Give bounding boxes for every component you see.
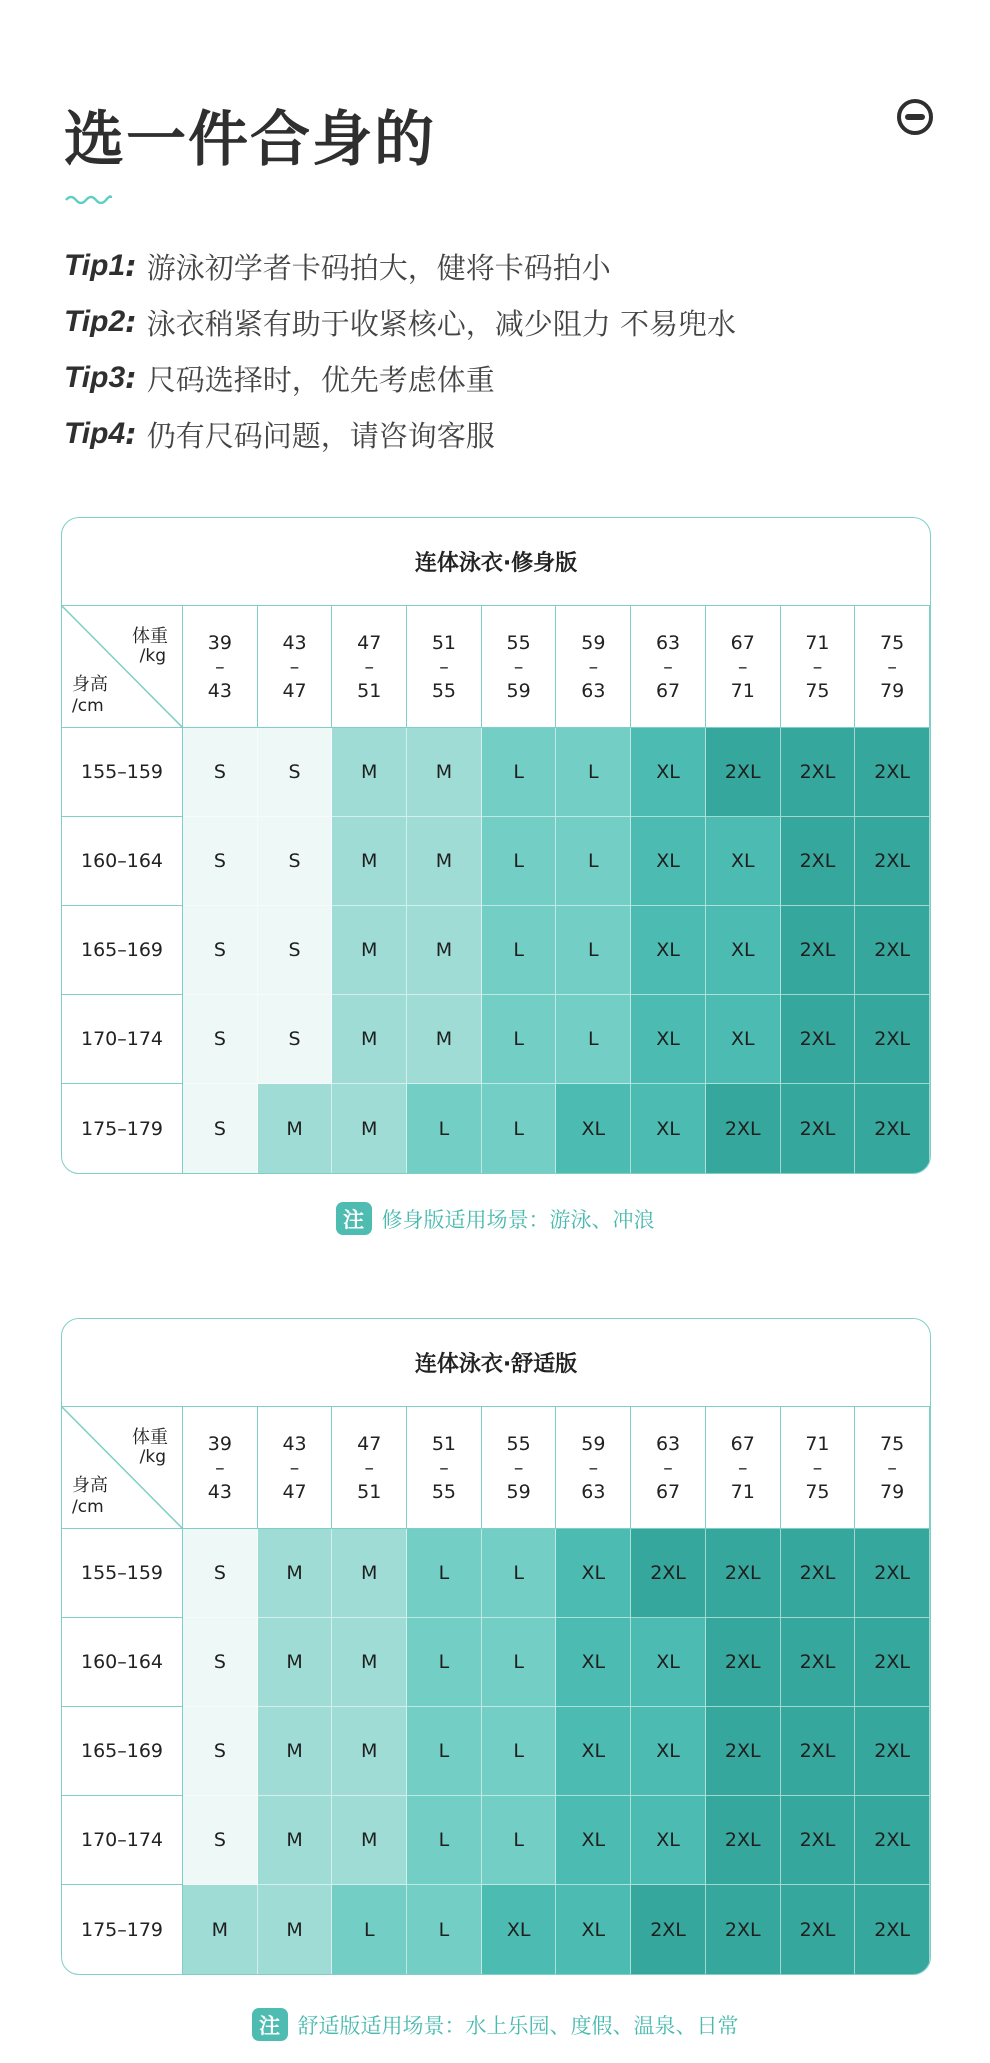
size-cell: S: [183, 728, 258, 817]
weight-range-header: [631, 1407, 706, 1529]
weight-dash: –: [663, 655, 673, 678]
weight-range-header: [407, 1407, 482, 1529]
weight-to: 51: [357, 679, 382, 702]
weight-dash: –: [215, 1456, 225, 1479]
note-comfort: [0, 2008, 990, 2041]
size-cell: L: [482, 906, 557, 995]
weight-range-header: [706, 606, 781, 728]
weight-range-header: [706, 1407, 781, 1529]
size-cell: 2XL: [781, 1707, 856, 1796]
size-cell: S: [183, 1796, 258, 1885]
size-cell: L: [556, 995, 631, 1084]
size-cell: XL: [706, 817, 781, 906]
weight-dash: –: [737, 655, 748, 678]
weight-dash: –: [887, 1456, 897, 1479]
table-title: 连体泳衣·修身版: [62, 518, 930, 606]
size-cell: 2XL: [781, 1796, 856, 1885]
weight-from: 63: [655, 631, 681, 654]
size-cell: M: [332, 1084, 407, 1173]
weight-label: 体重: [132, 626, 168, 647]
tip-text: 游泳初学者卡码拍大，健将卡码拍小: [146, 250, 611, 285]
size-cell: S: [183, 1618, 258, 1707]
weight-range-header: [183, 1407, 258, 1529]
weight-to: 75: [805, 679, 830, 702]
size-cell: S: [258, 728, 333, 817]
weight-to: 63: [581, 679, 606, 702]
weight-from: 59: [581, 1432, 606, 1455]
size-cell: L: [482, 1707, 557, 1796]
weight-range-header: [332, 1407, 407, 1529]
note-text: 舒适版适用场景：水上乐园、度假、温泉、日常: [297, 2013, 739, 2038]
size-cell: S: [183, 1707, 258, 1796]
size-cell: L: [407, 1618, 482, 1707]
weight-range-header: [332, 606, 407, 728]
weight-dash: –: [439, 1456, 449, 1479]
size-cell: 2XL: [781, 728, 856, 817]
tip-item: [64, 350, 736, 406]
tip-colon: :: [125, 417, 137, 451]
tip-colon: :: [125, 361, 137, 395]
height-range-cell: 165–169: [62, 906, 183, 995]
size-cell: S: [183, 995, 258, 1084]
height-range-cell: 170–174: [62, 1796, 183, 1885]
size-cell: L: [556, 728, 631, 817]
size-cell: L: [407, 1084, 482, 1173]
size-cell: XL: [706, 906, 781, 995]
size-cell: M: [332, 1529, 407, 1618]
size-cell: XL: [556, 1885, 631, 1974]
weight-dash: –: [588, 1456, 599, 1479]
height-range-cell: 175–179: [62, 1885, 183, 1974]
tip-tag: Tip2: [64, 305, 126, 338]
weight-dash: –: [812, 1456, 823, 1479]
size-cell: M: [258, 1707, 333, 1796]
size-cell: XL: [556, 1707, 631, 1796]
weight-from: 47: [357, 631, 382, 654]
weight-dash: –: [663, 1456, 673, 1479]
height-label: 身高: [72, 1475, 108, 1496]
weight-range-header: [258, 1407, 333, 1529]
weight-to: 47: [282, 1480, 307, 1503]
weight-dash: –: [513, 1456, 524, 1479]
size-cell: L: [407, 1707, 482, 1796]
size-cell: M: [258, 1796, 333, 1885]
size-cell: L: [482, 1084, 557, 1173]
size-table-comfort: [61, 1318, 931, 1975]
weight-range-header: [781, 606, 856, 728]
weight-range-header: [183, 606, 258, 728]
size-cell: 2XL: [706, 1618, 781, 1707]
size-cell: M: [332, 1618, 407, 1707]
size-cell: S: [258, 817, 333, 906]
weight-to: 71: [730, 1480, 755, 1503]
size-cell: 2XL: [855, 1529, 930, 1618]
weight-dash: –: [737, 1456, 748, 1479]
weight-from: 67: [730, 1432, 755, 1455]
weight-from: 67: [730, 631, 755, 654]
size-cell: S: [183, 906, 258, 995]
size-cell: 2XL: [781, 817, 856, 906]
weight-to: 59: [506, 1480, 531, 1503]
size-cell: 2XL: [855, 1796, 930, 1885]
size-table-slim: [61, 517, 931, 1174]
weight-label: 体重: [132, 1427, 168, 1448]
tip-text: 泳衣稍紧有助于收紧核心，减少阻力 不易兜水: [146, 306, 736, 341]
weight-dash: –: [364, 1456, 374, 1479]
note-badge: 注: [252, 2008, 288, 2041]
size-cell: XL: [706, 995, 781, 1084]
tip-item: [64, 406, 736, 462]
weight-to: 43: [207, 679, 232, 702]
weight-range-header: [781, 1407, 856, 1529]
weight-dash: –: [439, 655, 449, 678]
size-cell: M: [258, 1529, 333, 1618]
weight-range-header: [482, 1407, 557, 1529]
size-cell: 2XL: [631, 1885, 706, 1974]
weight-dash: –: [588, 655, 599, 678]
size-cell: XL: [482, 1885, 557, 1974]
size-cell: XL: [631, 1618, 706, 1707]
weight-dash: –: [215, 655, 225, 678]
weight-from: 43: [282, 1432, 307, 1455]
weight-to: 79: [880, 679, 905, 702]
weight-to: 67: [655, 1480, 681, 1503]
corner-header: [62, 606, 183, 728]
tip-colon: :: [125, 305, 137, 339]
weight-dash: –: [513, 655, 524, 678]
weight-to: 47: [282, 679, 307, 702]
size-cell: M: [332, 1796, 407, 1885]
size-cell: XL: [631, 728, 706, 817]
weight-from: 39: [207, 1432, 232, 1455]
tip-tag: Tip4: [64, 417, 126, 450]
weight-unit: /kg: [139, 1447, 166, 1467]
size-cell: L: [556, 817, 631, 906]
size-cell: 2XL: [855, 1885, 930, 1974]
size-grid: [62, 1407, 930, 1974]
height-range-cell: 155–159: [62, 1529, 183, 1618]
size-cell: L: [407, 1885, 482, 1974]
weight-from: 63: [655, 1432, 681, 1455]
weight-from: 51: [431, 1432, 457, 1455]
size-cell: 2XL: [855, 817, 930, 906]
tip-item: [64, 294, 736, 350]
close-circle-icon[interactable]: [896, 98, 934, 136]
weight-unit: /kg: [139, 646, 166, 666]
weight-dash: –: [812, 655, 823, 678]
weight-to: 43: [207, 1480, 232, 1503]
size-cell: 2XL: [781, 995, 856, 1084]
size-cell: M: [407, 817, 482, 906]
size-cell: 2XL: [706, 1885, 781, 1974]
size-cell: L: [556, 906, 631, 995]
weight-from: 75: [880, 631, 905, 654]
weight-to: 79: [880, 1480, 905, 1503]
size-cell: XL: [556, 1796, 631, 1885]
size-cell: M: [258, 1885, 333, 1974]
size-grid: [62, 606, 930, 1173]
weight-from: 71: [805, 1432, 830, 1455]
corner-header: [62, 1407, 183, 1529]
size-cell: XL: [556, 1084, 631, 1173]
weight-to: 75: [805, 1480, 830, 1503]
size-cell: XL: [631, 1084, 706, 1173]
weight-from: 59: [581, 631, 606, 654]
tip-text: 仍有尺码问题，请咨询客服: [146, 418, 495, 453]
size-cell: 2XL: [706, 1529, 781, 1618]
height-range-cell: 155–159: [62, 728, 183, 817]
height-range-cell: 160–164: [62, 1618, 183, 1707]
weight-range-header: [556, 606, 631, 728]
size-cell: L: [332, 1885, 407, 1974]
weight-from: 47: [357, 1432, 382, 1455]
weight-to: 71: [730, 679, 755, 702]
size-cell: M: [332, 1707, 407, 1796]
size-cell: M: [183, 1885, 258, 1974]
size-cell: 2XL: [781, 1529, 856, 1618]
size-cell: XL: [631, 817, 706, 906]
size-cell: L: [407, 1529, 482, 1618]
size-cell: 2XL: [781, 1618, 856, 1707]
height-range-cell: 165–169: [62, 1707, 183, 1796]
weight-to: 55: [431, 679, 457, 702]
weight-from: 55: [506, 1432, 531, 1455]
tips-list: [64, 238, 736, 462]
weight-from: 75: [880, 1432, 905, 1455]
size-cell: 2XL: [855, 906, 930, 995]
size-cell: M: [332, 995, 407, 1084]
size-cell: 2XL: [706, 1707, 781, 1796]
size-cell: 2XL: [781, 1084, 856, 1173]
weight-from: 51: [431, 631, 457, 654]
weight-range-header: [855, 606, 930, 728]
size-cell: 2XL: [706, 728, 781, 817]
weight-to: 55: [431, 1480, 457, 1503]
wave-icon: [64, 192, 112, 204]
weight-range-header: [482, 606, 557, 728]
size-cell: L: [482, 728, 557, 817]
height-range-cell: 175–179: [62, 1084, 183, 1173]
size-cell: M: [332, 817, 407, 906]
height-range-cell: 160–164: [62, 817, 183, 906]
weight-dash: –: [289, 655, 300, 678]
weight-dash: –: [289, 1456, 300, 1479]
weight-to: 59: [506, 679, 531, 702]
size-cell: L: [482, 817, 557, 906]
size-cell: XL: [631, 906, 706, 995]
height-range-cell: 170–174: [62, 995, 183, 1084]
size-cell: M: [332, 728, 407, 817]
weight-from: 43: [282, 631, 307, 654]
size-cell: XL: [631, 995, 706, 1084]
size-cell: 2XL: [855, 728, 930, 817]
note-text: 修身版适用场景：游泳、冲浪: [381, 1207, 655, 1232]
size-cell: XL: [631, 1796, 706, 1885]
weight-to: 51: [357, 1480, 382, 1503]
size-cell: M: [258, 1618, 333, 1707]
size-cell: S: [183, 1084, 258, 1173]
weight-dash: –: [364, 655, 374, 678]
tip-colon: :: [125, 249, 137, 283]
size-cell: L: [482, 995, 557, 1084]
height-label: 身高: [72, 674, 108, 695]
page-title: 选一件合身的: [64, 105, 436, 175]
size-cell: M: [407, 728, 482, 817]
height-unit: /cm: [72, 1497, 104, 1517]
weight-from: 39: [207, 631, 232, 654]
size-cell: XL: [556, 1618, 631, 1707]
tip-tag: Tip3: [64, 361, 126, 394]
size-cell: 2XL: [781, 1885, 856, 1974]
table-title: 连体泳衣·舒适版: [62, 1319, 930, 1407]
size-cell: S: [183, 817, 258, 906]
size-cell: L: [407, 1796, 482, 1885]
size-cell: M: [332, 906, 407, 995]
size-cell: M: [407, 995, 482, 1084]
size-cell: S: [258, 906, 333, 995]
size-cell: 2XL: [855, 995, 930, 1084]
size-cell: M: [407, 906, 482, 995]
size-cell: 2XL: [706, 1796, 781, 1885]
size-cell: 2XL: [631, 1529, 706, 1618]
tip-item: [64, 238, 736, 294]
tip-text: 尺码选择时，优先考虑体重: [146, 362, 495, 397]
size-cell: S: [258, 995, 333, 1084]
size-cell: L: [482, 1796, 557, 1885]
weight-from: 55: [506, 631, 531, 654]
size-cell: L: [482, 1618, 557, 1707]
weight-from: 71: [805, 631, 830, 654]
size-cell: 2XL: [855, 1084, 930, 1173]
height-unit: /cm: [72, 696, 104, 716]
weight-to: 67: [655, 679, 681, 702]
size-cell: S: [183, 1529, 258, 1618]
weight-range-header: [855, 1407, 930, 1529]
size-cell: 2XL: [855, 1618, 930, 1707]
weight-range-header: [631, 606, 706, 728]
weight-range-header: [556, 1407, 631, 1529]
weight-range-header: [407, 606, 482, 728]
size-cell: 2XL: [781, 906, 856, 995]
size-cell: 2XL: [855, 1707, 930, 1796]
weight-dash: –: [887, 655, 897, 678]
size-cell: L: [482, 1529, 557, 1618]
size-cell: M: [258, 1084, 333, 1173]
note-slim: [0, 1202, 990, 1235]
weight-range-header: [258, 606, 333, 728]
size-cell: 2XL: [706, 1084, 781, 1173]
tip-tag: Tip1: [64, 249, 126, 282]
size-cell: XL: [556, 1529, 631, 1618]
weight-to: 63: [581, 1480, 606, 1503]
size-cell: XL: [631, 1707, 706, 1796]
note-badge: 注: [336, 1202, 372, 1235]
